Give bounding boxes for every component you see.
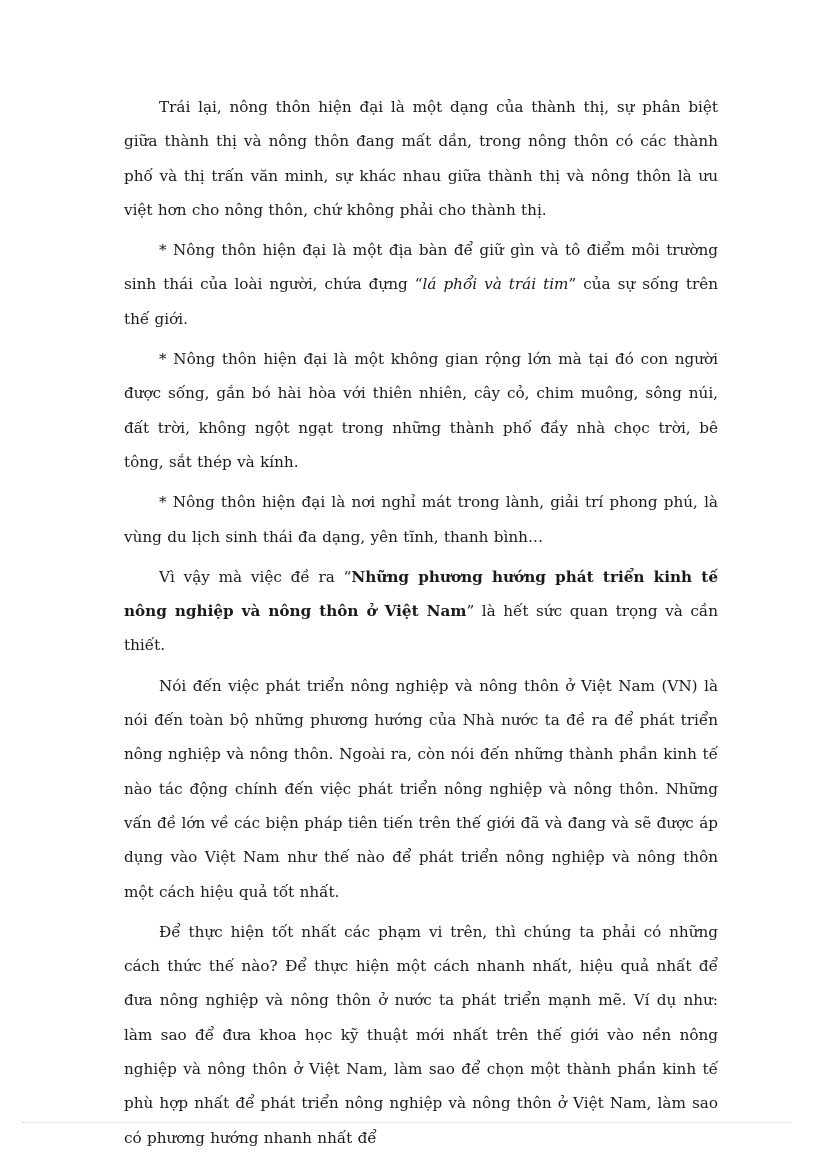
paragraph-ecological-environment [124, 233, 718, 336]
paragraph-methods: Để thực hiện tốt nhất các phạm vi trên, thì chúng ta phải có những cách thức thế nào? Để thực hiện một cách nhanh nhất, hiệu quả nhất để đưa nông nghiệp và nông thôn ở nước ta phát triển mạnh mẽ. Ví dụ như: làm sao để đưa khoa học kỹ thuật mới nhất trên thế giới vào nền nông nghiệp và nông thôn ở Việt Nam, làm sao để chọn một thành phần kinh tế phù hợp nhất để phát triển nông nghiệp và nông thôn ở Việt Nam, làm sao có phương hướng nhanh nhất để [124, 922, 718, 1147]
quoted-phrase-italic: lá phổi và trái tim [422, 275, 569, 294]
paragraph-living-space: * Nông thôn hiện đại là một không gian rộng lớn mà tại đó con người được sống, gắn bó hài hòa với thiên nhiên, cây cỏ, chim muông, sông núi, đất trời, không ngột ngạt trong những thành phố đầy nhà chọc trời, bê tông, sắt thép và kính. [124, 350, 718, 471]
paragraph-text-before-quote: * Nông thôn hiện đại là một địa bàn để giữ gìn và tô điểm môi trường sinh thái của loài người, chứa đựng “ [124, 241, 718, 294]
paragraph-topic-statement [124, 560, 718, 663]
paragraph-text-after-quote: ” của sự sống trên thế giới. [124, 275, 718, 328]
paragraph-text-after-title: ” là hết sức quan trọng và cần thiết. [124, 602, 719, 655]
topic-title-bold: Những phương hướng phát triển kinh tế nông nghiệp và nông thôn ở Việt Nam [124, 567, 718, 621]
paragraph-text-before-title: Vì vậy mà việc đề ra “ [159, 567, 352, 586]
paragraph-scope: Nói đến việc phát triển nông nghiệp và nông thôn ở Việt Nam (VN) là nói đến toàn bộ những phương hướng của Nhà nước ta đề ra để phát triển nông nghiệp và nông thôn. Ngoài ra, còn nói đến những thành phần kinh tế nào tác động chính đến việc phát triển nông nghiệp và nông thôn. Những vấn đề lớn về các biện pháp tiên tiến trên thế giới đã và đang và sẽ được áp dụng vào Việt Nam như thế nào để phát triển nông nghiệp và nông thôn một cách hiệu quả tốt nhất. [124, 676, 718, 901]
paragraph-rural-vs-urban: Trái lại, nông thôn hiện đại là một dạng của thành thị, sự phân biệt giữa thành thị và nông thôn đang mất dần, trong nông thôn có các thành phố và thị trấn văn minh, sự khác nhau giữa thành thị và nông thôn là ưu việt hơn cho nông thôn, chứ không phải cho thành thị. [124, 98, 718, 219]
paragraph-resort-tourism: * Nông thôn hiện đại là nơi nghỉ mát trong lành, giải trí phong phú, là vùng du lịch sinh thái đa dạng, yên tĩnh, thanh bình… [124, 493, 718, 546]
document-page [124, 90, 718, 1161]
